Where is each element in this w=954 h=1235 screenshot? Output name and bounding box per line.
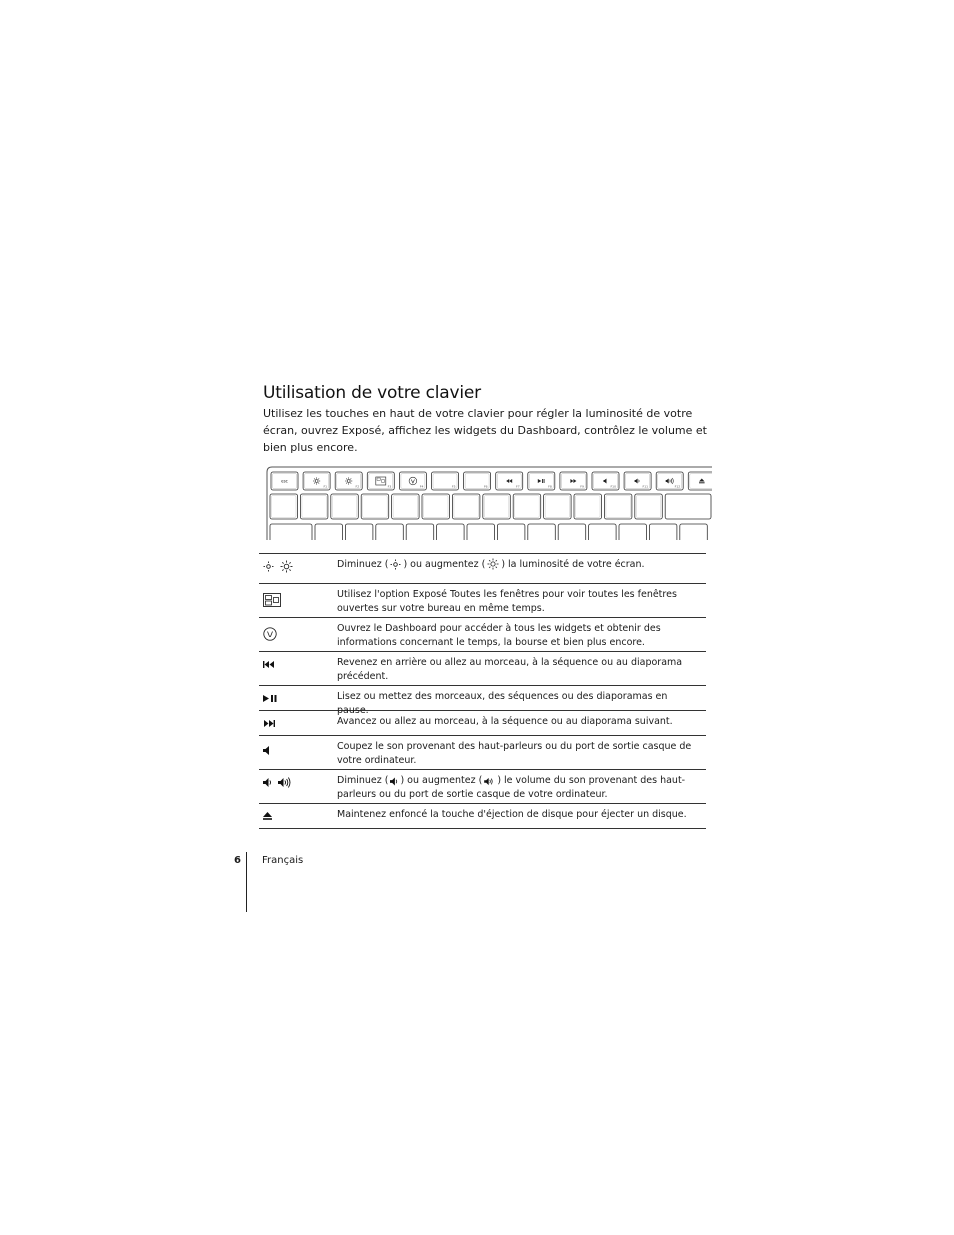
function-key-label: F4: [419, 484, 424, 489]
function-key-f3: [367, 472, 394, 490]
function-key-f12: [656, 472, 683, 490]
key: [619, 524, 647, 540]
function-key-eject: [688, 472, 712, 490]
eject-icon: [263, 812, 272, 820]
key: [452, 494, 480, 519]
key: [406, 524, 434, 540]
function-key-label: F2: [355, 484, 360, 489]
table-row-dashboard: [259, 618, 706, 652]
play-pause-icon: [263, 695, 278, 702]
volume-up-icon: [278, 777, 291, 788]
key: [558, 524, 586, 540]
footer-rule: [246, 852, 247, 912]
function-key-label: F8: [548, 484, 552, 489]
expose-icon: [263, 593, 281, 607]
previous-description: Revenez en arrière ou allez au morceau, à la séquence ou au diaporama précédent.: [337, 657, 683, 682]
svg-text:esc: esc: [281, 478, 288, 484]
key: [635, 494, 663, 519]
play-pause-description: Lisez ou mettez des morceaux, des séquences ou des diaporamas en pause.: [337, 691, 668, 716]
volume-down-icon: [263, 778, 272, 787]
brightness-down-inline-icon: [390, 559, 401, 570]
table-row-play-pause: [259, 686, 706, 716]
function-key-f11: [624, 472, 651, 490]
expose-description: Utilisez l'option Exposé Toutes les fenêtres pour voir toutes les fenêtres ouvertes sur votre bureau en même temps.: [337, 589, 677, 614]
function-key-label: F9: [580, 484, 584, 489]
key: [649, 524, 677, 540]
brightness-up-inline-icon: [487, 558, 499, 570]
key: [437, 524, 465, 540]
key-function-table: [259, 553, 706, 829]
key: [345, 524, 373, 540]
table-row-expose: [259, 584, 706, 618]
volume-description: Diminuez ( ) ou augmentez ( ) le volume du son provenant des haut-parleurs ou du port de sortie casque de votre ordinateur.: [337, 775, 686, 800]
key-delete: [665, 494, 711, 519]
eject-description: Maintenez enfoncé la touche d'éjection de disque pour éjecter un disque.: [337, 809, 687, 820]
footer-language: Français: [262, 855, 304, 866]
key: [361, 494, 389, 519]
function-key-row: [271, 472, 712, 490]
key: [680, 524, 708, 540]
dashboard-description: Ouvrez le Dashboard pour accéder à tous les widgets et obtenir des informations concernant le temps, la bourse et bien plus encore.: [337, 623, 661, 648]
function-key-f1: [303, 472, 330, 490]
key: [270, 494, 298, 519]
key: [315, 524, 343, 540]
volume-up-inline-icon: [484, 777, 495, 786]
function-key-label: F11: [642, 484, 649, 489]
function-key-label: F7: [516, 484, 520, 489]
table-row-eject: [259, 804, 706, 829]
keyboard-illustration: [263, 466, 712, 540]
dashboard-icon: [263, 627, 277, 641]
function-key-label: F3: [387, 484, 392, 489]
function-key-label: F10: [610, 484, 616, 489]
function-key-f6: [464, 472, 491, 490]
key: [376, 524, 404, 540]
key: [300, 494, 328, 519]
brightness-down-icon: [263, 561, 274, 572]
function-key-f4: [399, 472, 426, 490]
key-row-numbers: [270, 494, 711, 519]
function-key-label: F12: [674, 484, 681, 489]
table-row-next: [259, 711, 706, 736]
key: [528, 524, 556, 540]
next-description: Avancez ou allez au morceau, à la séquence ou au diaporama suivant.: [337, 716, 673, 727]
key: [604, 494, 632, 519]
function-key-f10: [592, 472, 619, 490]
table-row-mute: [259, 736, 706, 770]
brightness-description: Diminuez ( ) ou augmentez ( ) la luminosité de votre écran.: [337, 559, 645, 570]
key: [497, 524, 525, 540]
key-row-letters: [270, 524, 707, 540]
page-title: Utilisation de votre clavier: [263, 383, 481, 403]
key-tab: [270, 524, 312, 540]
key: [422, 494, 450, 519]
function-key-label: F6: [483, 484, 488, 489]
table-row-volume: [259, 770, 706, 804]
key: [392, 494, 420, 519]
exposé-all-icon: [281, 479, 288, 484]
table-row-brightness: [259, 554, 706, 584]
function-key-f7: [496, 472, 523, 490]
function-key-escape: [271, 472, 298, 490]
key: [467, 524, 495, 540]
brightness-up-icon: [280, 560, 293, 573]
function-key-label: F1: [323, 484, 328, 489]
mute-icon: [263, 746, 270, 755]
table-row-previous: [259, 652, 706, 686]
previous-track-icon: [263, 661, 275, 668]
key: [331, 494, 359, 519]
function-key-f8: [528, 472, 555, 490]
key: [513, 494, 541, 519]
function-key-f5: [432, 472, 459, 490]
intro-paragraph: Utilisez les touches en haut de votre clavier pour régler la luminosité de votre écran, ouvrez Exposé, affichez les widgets du Dashboard, contrôlez le volume et bien plus encore.: [263, 407, 707, 454]
function-key-f2: [335, 472, 362, 490]
function-key-f9: [560, 472, 587, 490]
key: [544, 494, 572, 519]
function-key-label: F5: [451, 484, 456, 489]
volume-down-inline-icon: [390, 777, 398, 786]
key: [589, 524, 617, 540]
key: [483, 494, 511, 519]
next-track-icon: [263, 720, 275, 727]
page-number: 6: [234, 855, 241, 866]
key: [574, 494, 602, 519]
mute-description: Coupez le son provenant des haut-parleurs ou du port de sortie casque de votre ordinateur.: [337, 741, 692, 766]
